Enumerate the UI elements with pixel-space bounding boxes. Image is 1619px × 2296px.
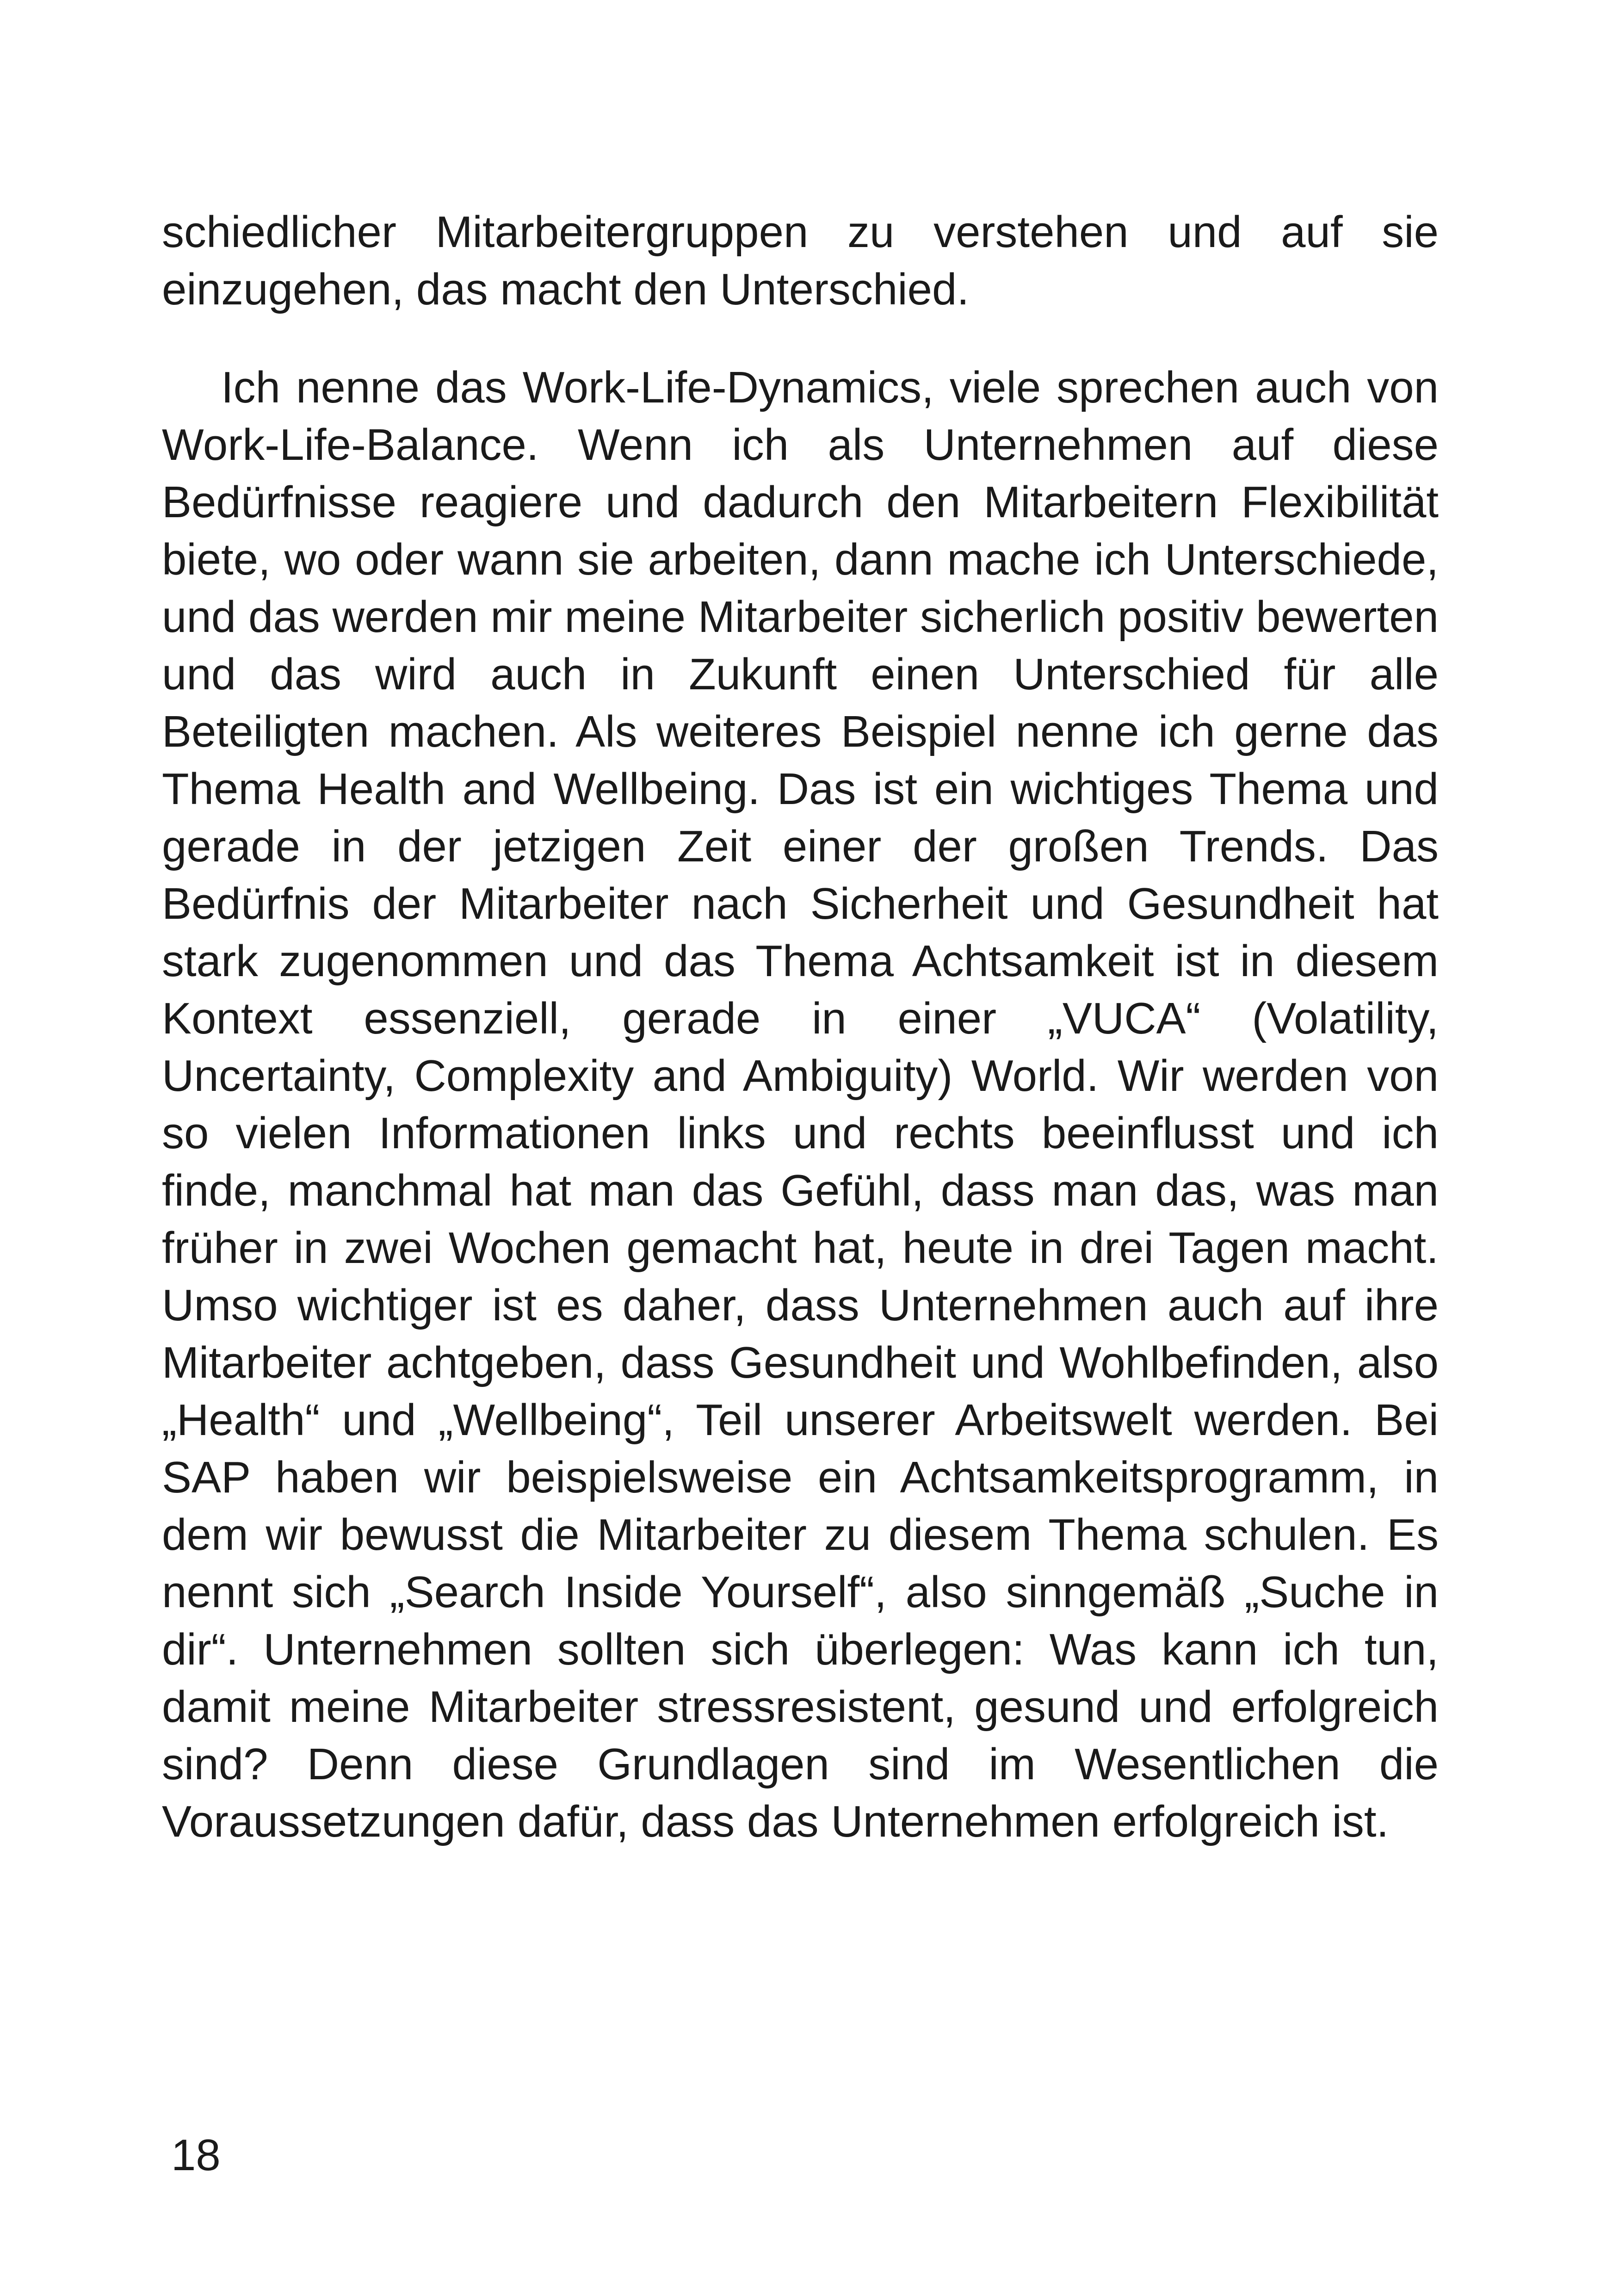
page-number: 18 [171,2130,221,2180]
paragraph-body [162,359,1439,1850]
paragraph-text: Ich nenne das Work-Life-Dynamics, viele sprechen auch von Work-Life-Balance. Wenn ich als Unternehmen auf diese Bedürfnisse reagiere und dadurch den Mitarbeitern Flexibilität biete, wo oder wann sie arbeiten, dann mache ich Unterschiede, und das werden mir meine Mitarbeiter sicherlich positiv bewerten und das wird auch in Zukunft einen Unterschied für alle Beteiligten machen. Als weiteres Beispiel nenne ich gerne das Thema Health and Wellbeing. Das ist ein wichtiges Thema und gerade in der jetzigen Zeit einer der großen Trends. Das Bedürfnis der Mitarbeiter nach Sicherheit und Gesundheit hat stark zugenommen und das Thema Achtsamkeit ist in diesem Kontext essenziell, gerade in einer „VUCA“ (Volatility, Uncertainty, Complexity and Ambiguity) World. Wir werden von so vielen Informationen links und rechts beeinflusst und ich finde, manchmal hat man das Gefühl, dass man das, was man früher in zwei Wochen gemacht hat, heute in drei Tagen macht. Umso wichtiger ist es daher, dass Unternehmen auch auf ihre Mitarbeiter achtgeben, dass Gesundheit und Wohlbefinden, also „Health“ und „Wellbeing“, Teil unserer Arbeitswelt werden. Bei SAP haben wir beispielsweise ein Achtsamkeitsprogramm, in dem wir bewusst die Mitarbeiter zu diesem Thema schulen. Es nennt sich „Search Inside Yourself“, also sinngemäß „Suche in dir“. Unternehmen sollten sich überlegen: Was kann ich tun, damit meine Mitarbeiter stressresistent, gesund und erfolgreich sind? Denn diese Grundlagen sind im Wesentlichen die Voraussetzungen dafür, dass das Unternehmen erfolgreich ist. [162,363,1439,1846]
paragraph-text: schiedlicher Mitarbeitergruppen zu verstehen und auf sie einzugehen, das macht den Unterschied. [162,207,1439,314]
paragraph-continuation [162,204,1439,318]
